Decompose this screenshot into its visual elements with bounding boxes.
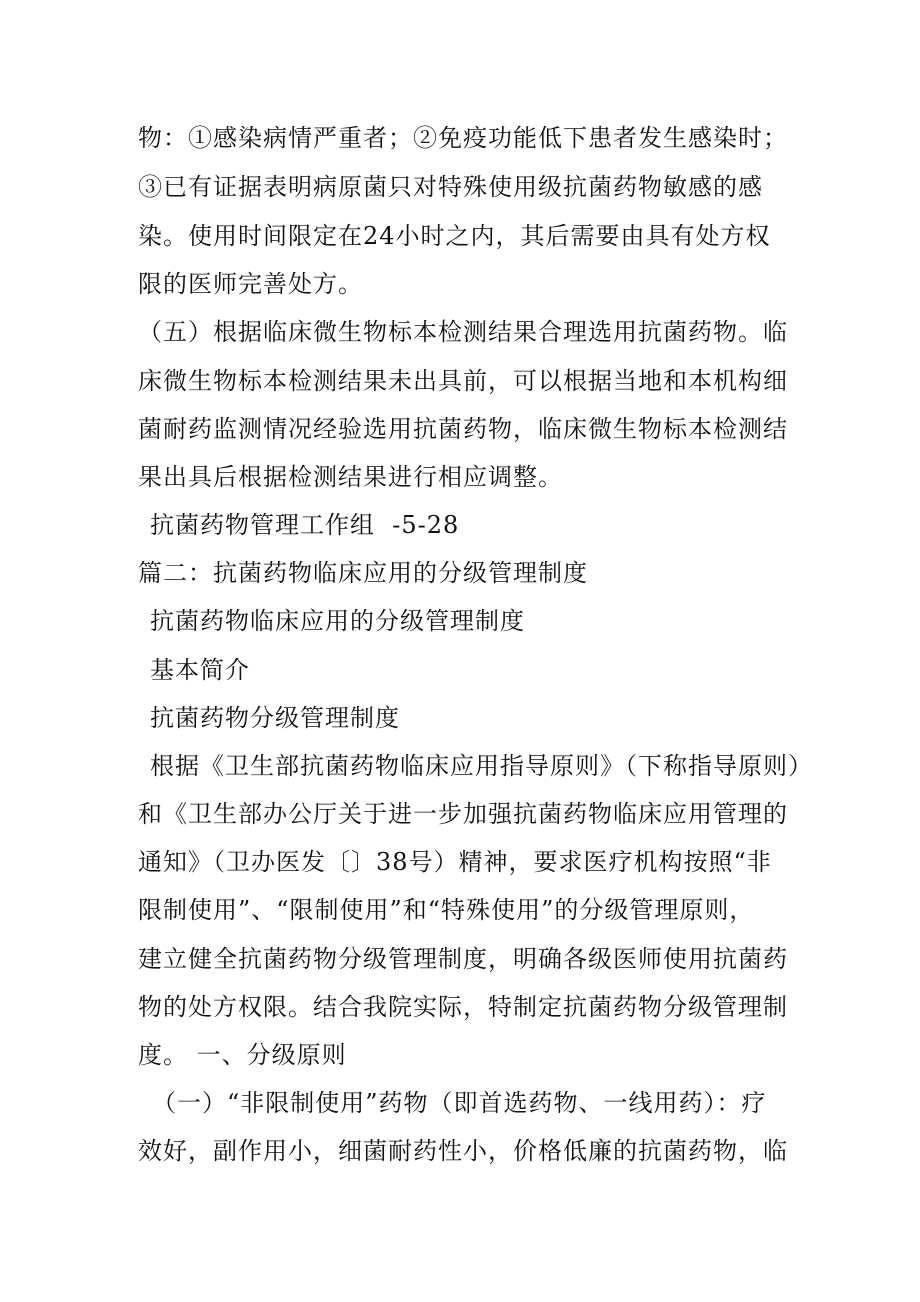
paragraph-line: 度。 一、分级原则 (138, 1041, 347, 1069)
paragraph-line: 和《卫生部办公厅关于进一步加强抗菌药物临床应用管理的 (138, 800, 788, 828)
paragraph-line: 物的处方权限。结合我院实际，特制定抗菌药物分级管理制 (138, 993, 788, 1021)
paragraph-line: 限制使用”、“限制使用”和“特殊使用”的分级管理原则， (138, 896, 755, 924)
paragraph-line: 菌耐药监测情况经验选用抗菌药物，临床微生物标本检测结 (138, 415, 788, 443)
document-title: 抗菌药物临床应用的分级管理制度 (150, 607, 525, 635)
subheading: 抗菌药物分级管理制度 (150, 704, 400, 732)
paragraph-line: 根据《卫生部抗菌药物临床应用指导原则》（下称指导原则） (150, 752, 813, 780)
paragraph-line: 床微生物标本检测结果未出具前，可以根据当地和本机构细 (138, 367, 788, 395)
paragraph-line: ③已有证据表明病原菌只对特殊使用级抗菌药物敏感的感 (138, 173, 763, 201)
subheading: 基本简介 (150, 656, 250, 684)
section-heading: 篇二：抗菌药物临床应用的分级管理制度 (138, 559, 588, 587)
paragraph-line: 效好，副作用小，细菌耐药性小，价格低廉的抗菌药物，临 (138, 1137, 788, 1165)
paragraph-line: 限的医师完善处方。 (138, 270, 363, 298)
paragraph-line: 通知》（卫办医发〔〕38号）精神，要求医疗机构按照“非 (138, 848, 772, 876)
paragraph-line: 建立健全抗菌药物分级管理制度，明确各级医师使用抗菌药 (138, 945, 788, 973)
paragraph-line: 染。使用时间限定在24小时之内，其后需要由具有处方权 (138, 222, 771, 250)
signature-line: 抗菌药物管理工作组 -5-28 (150, 511, 460, 539)
paragraph-line: （一）“非限制使用”药物（即首选药物、一线用药）：疗 (152, 1089, 767, 1117)
paragraph-line: 果出具后根据检测结果进行相应调整。 (138, 463, 563, 491)
paragraph-line: 物：①感染病情严重者；②免疫功能低下患者发生感染时； (138, 124, 788, 152)
paragraph-line: （五）根据临床微生物标本检测结果合理选用抗菌药物。临 (138, 318, 788, 346)
